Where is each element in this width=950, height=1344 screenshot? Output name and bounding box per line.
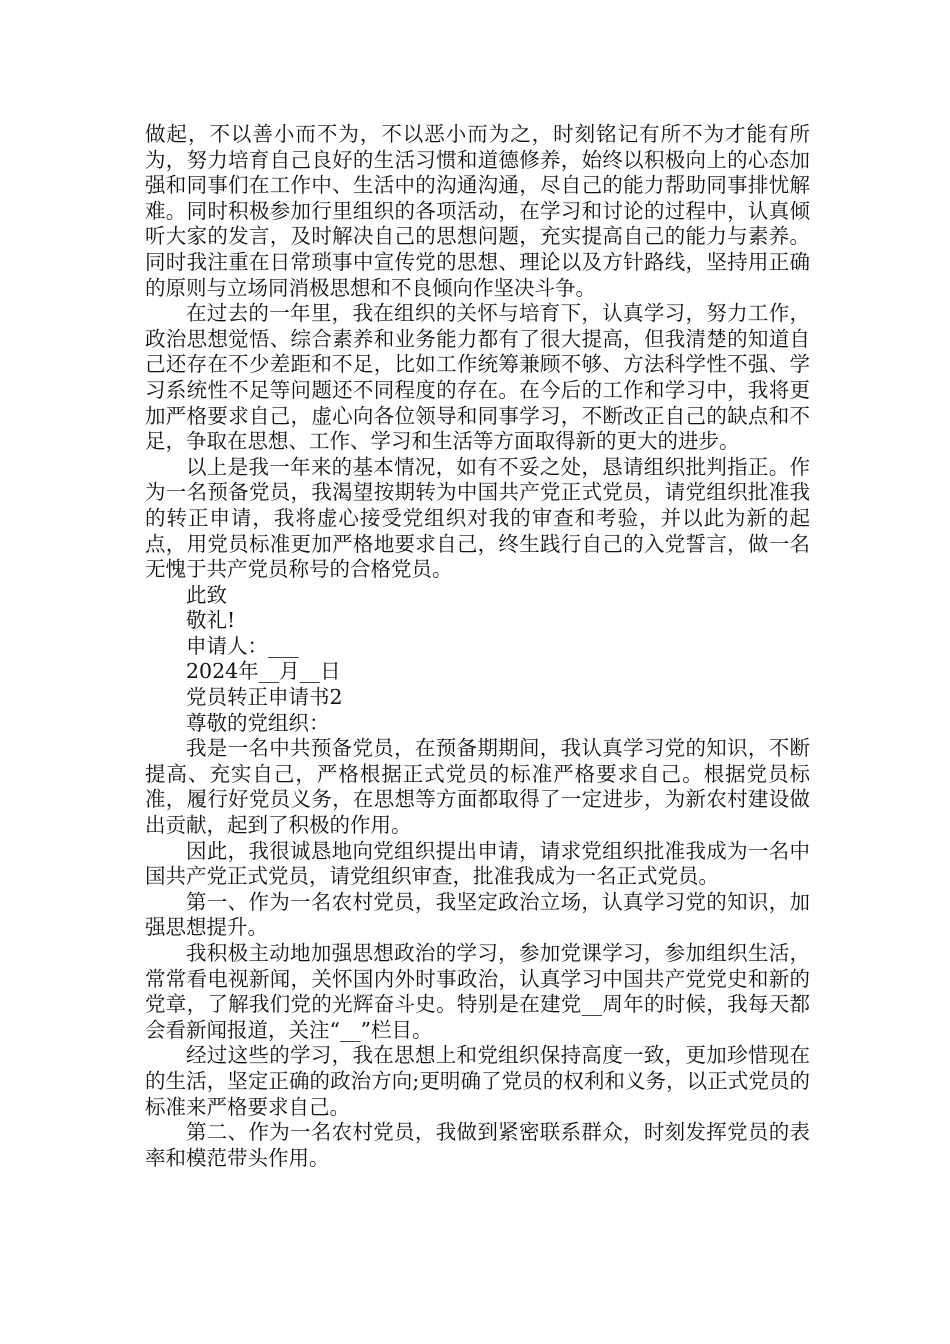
document-page (145, 122, 810, 1171)
paragraph-point-one: 第一、作为一名农村党员，我坚定政治立场，认真学习党的知识，加强思想提升。 (145, 889, 810, 940)
closing-regards: 敬礼! (186, 608, 236, 633)
paragraph-point-two: 第二、作为一名农村党员，我做到紧密联系群众，时刻发挥党员的表率和模范带头作用。 (145, 1120, 810, 1170)
closing-salutation: 此致 (186, 582, 227, 607)
paragraph-summary: 以上是我一年来的基本情况，如有不妥之处，恳请组织批判指正。作为一名预备党员，我渴望按期转为中国共产党正式党员，请党组织批准我的转正申请，我将虚心接受党组织对我的审查和考验，并以此为新的起点，用党员标准更加严格地要求自己，终生践行自己的入党誓言，做一名无愧于共产党员称号的合格党员。 (145, 454, 810, 582)
paragraph-request: 因此，我很诚恳地向党组织提出申请，请求党组织批准我成为一名中国共产党正式党员，请党组织审查，批准我成为一名正式党员。 (145, 838, 810, 889)
paragraph-learning-result: 经过这些的学习，我在思想上和党组织保持高度一致，更加珍惜现在的生活，坚定正确的政治方向;更明确了党员的权利和义务，以正式党员的标准来严格要求自己。 (145, 1043, 810, 1119)
greeting: 尊敬的党组织： (186, 710, 330, 735)
paragraph-intro: 我是一名中共预备党员，在预备期期间，我认真学习党的知识，不断提高、充实自己，严格根据正式党员的标准严格要求自己。根据党员标准，履行好党员义务，在思想等方面都取得了一定进步，为新农村建设做出贡献，起到了积极的作用。 (145, 736, 810, 838)
paragraph-past-year: 在过去的一年里，我在组织的关怀与培育下，认真学习，努力工作，政治思想觉悟、综合素养和业务能力都有了很大提高，但我清楚的知道自己还存在不少差距和不足，比如工作统筹兼顾不够、方法科学性不强、学习系统性不足等问题还不同程度的存在。在今后的工作和学习中，我将更加严格要求自己，虚心向各位领导和同事学习，不断改正自己的缺点和不足，争取在思想、工作、学习和生活等方面取得新的更大的进步。 (145, 301, 810, 454)
paragraph-continuation: 做起，不以善小而不为，不以恶小而为之，时刻铭记有所不为才能有所为，努力培育自己良好的生活习惯和道德修养，始终以积极向上的心态加强和同事们在工作中、生活中的沟通沟通，尽自己的能力帮助同事排忧解难。同时积极参加行里组织的各项活动，在学习和讨论的过程中，认真倾听大家的发言，及时解决自己的思想问题，充实提高自己的能力与素养。同时我注重在日常琐事中宣传党的思想、理论以及方针路线，坚持用正确的原则与立场同消极思想和不良倾向作坚决斗争。 (145, 122, 810, 300)
date-line: 2024年__月__日 (186, 659, 341, 684)
section-title: 党员转正申请书2 (186, 685, 343, 710)
paragraph-study: 我积极主动地加强思想政治的学习，参加党课学习，参加组织生活，常常看电视新闻，关怀国内外时事政治，认真学习中国共产党党史和新的党章，了解我们党的光辉奋斗史。特别是在建党__周年的时候，我每天都会看新闻报道，关注“__”栏目。 (145, 941, 810, 1042)
applicant-line: 申请人：___ (186, 633, 299, 658)
